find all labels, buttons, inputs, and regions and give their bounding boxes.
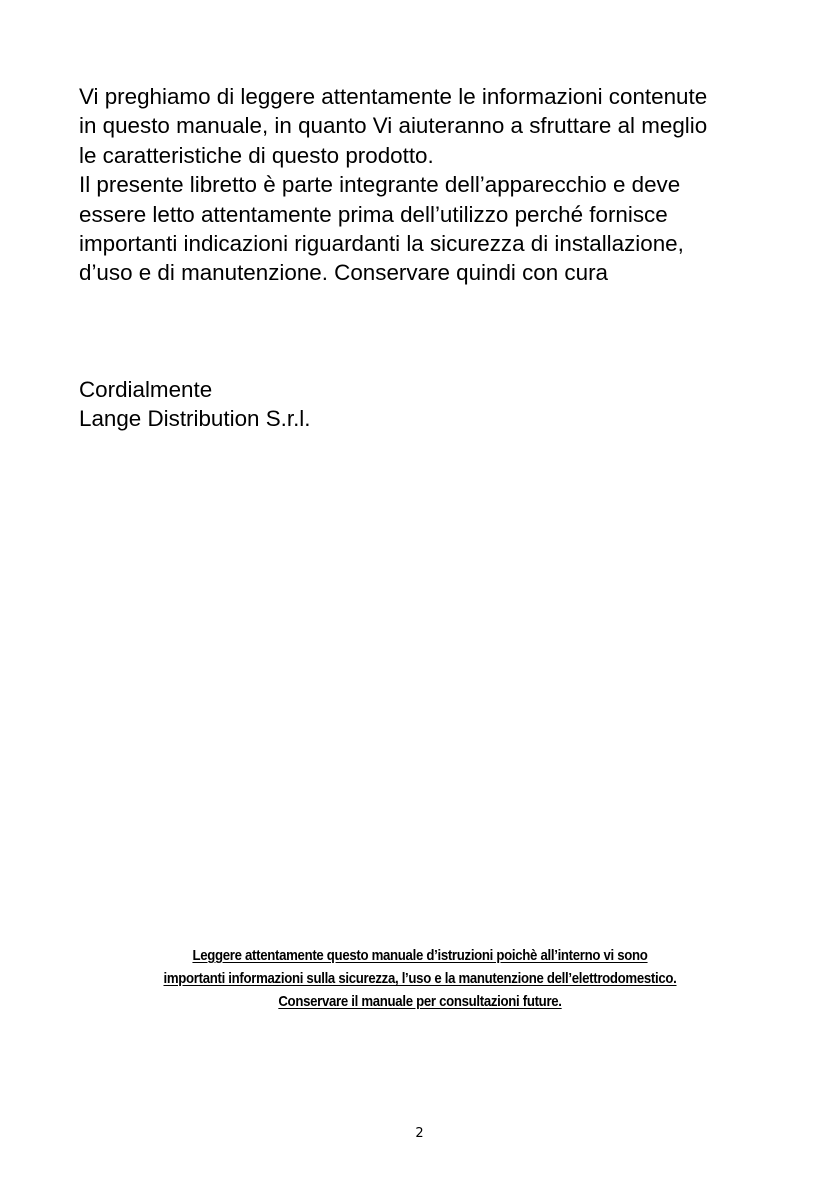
- page-number: 2: [415, 1126, 424, 1141]
- intro-line: importanti indicazioni riguardanti la sicurezza di installazione,: [79, 231, 684, 257]
- intro-line: essere letto attentamente prima dell’utilizzo perché fornisce: [79, 201, 668, 227]
- salutation: Cordialmente: [79, 377, 213, 402]
- notice-line: Conservare il manuale per consultazioni future.: [278, 993, 562, 1010]
- intro-paragraph: [79, 82, 779, 288]
- intro-line: d’uso e di manutenzione. Conservare quindi con cura: [79, 260, 608, 286]
- intro-line: Il presente libretto è parte integrante dell’apparecchio e deve: [79, 172, 681, 198]
- notice-line: Leggere attentamente questo manuale d’istruzioni poichè all’interno vi sono: [192, 947, 648, 964]
- intro-line: le caratteristiche di questo prodotto.: [79, 142, 434, 168]
- notice-line: importanti informazioni sulla sicurezza, l’uso e la manutenzione dell’elettrodomestico.: [163, 970, 677, 987]
- intro-line: in questo manuale, in quanto Vi aiuteranno a sfruttare al meglio: [79, 113, 708, 139]
- intro-line: Vi preghiamo di leggere attentamente le informazioni contenute: [79, 84, 708, 109]
- closing-block: [79, 375, 679, 434]
- safety-notice: [103, 944, 737, 1013]
- company-name: Lange Distribution S.r.l.: [79, 406, 311, 432]
